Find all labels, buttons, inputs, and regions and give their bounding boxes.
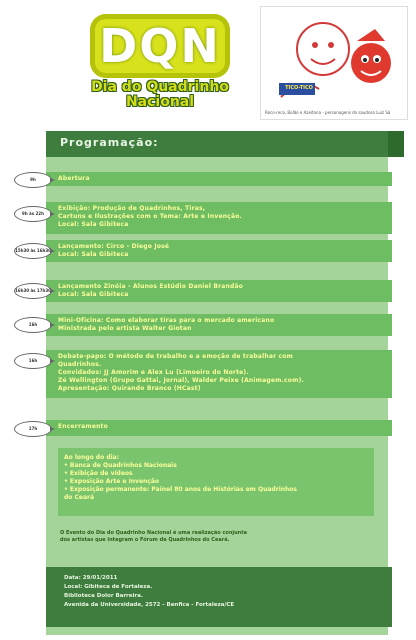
- schedule-line: Exibição: Produção de Quadrinhos, Tiras,: [58, 205, 206, 212]
- schedule-line: Local: Sala Gibiteca: [58, 251, 129, 258]
- program-header: [46, 131, 404, 157]
- characters-drawing: [261, 7, 407, 109]
- program-title: Programação:: [60, 136, 159, 149]
- time-bubble: 15h30 às 16h30: [14, 243, 52, 259]
- schedule-line: Quadrinhos.: [58, 361, 102, 368]
- schedule-line: Zé Wellington (Grupo Gattai, Jornal), Walder Peixe (Animagem.com).: [58, 377, 304, 384]
- characters-illustration: [260, 6, 408, 120]
- time-bubble: 17h: [14, 421, 52, 437]
- tico-tico-badge: TICO-TICO: [285, 85, 313, 91]
- all-day-line: • Banca de Quadrinhos Nacionais: [64, 462, 177, 469]
- dqn-logo: [72, 14, 248, 114]
- time-bubble: 9h: [14, 172, 52, 188]
- event-location: Local: Gibiteca de Fortaleza.: [64, 584, 153, 590]
- credit-line: dos artistas que integram o Fórum de Quadrinhos do Ceará.: [60, 537, 230, 543]
- logo-subtitle: [72, 80, 248, 110]
- schedule-text: [58, 283, 386, 299]
- event-info-text: [64, 574, 234, 610]
- all-day-line: do Ceará: [64, 494, 95, 501]
- schedule-row: [46, 172, 392, 186]
- header-tab: [388, 131, 404, 157]
- logo-subtitle-line1: Dia do Quadrinho: [91, 79, 229, 95]
- schedule-line: Cartuns e Ilustrações com o Tema: Arte e Invenção.: [58, 213, 242, 220]
- schedule-line: Apresentação: Quirando Branco (HCast): [58, 385, 201, 392]
- all-day-line: Ao longo do dia:: [64, 454, 120, 461]
- schedule-text: [58, 175, 386, 183]
- all-day-box: [58, 448, 374, 516]
- event-address: Avenida da Universidade, 2572 - Benfica - Fortaleza/CE: [64, 602, 235, 608]
- schedule-line: Local: Sala Gibiteca: [58, 221, 129, 228]
- schedule-line: Local: Sala Gibiteca: [58, 291, 129, 298]
- schedule-line: Convidados: JJ Amorim e Alex Lu (Limoeiro do Norte).: [58, 369, 249, 376]
- credit-line: O Evento do Dia do Quadrinho Nacional é uma realização conjunta: [60, 530, 247, 536]
- logo-mark: DQN: [90, 14, 230, 78]
- schedule-line: Abertura: [58, 175, 90, 182]
- schedule-text: [58, 423, 386, 431]
- schedule-text: [58, 353, 386, 393]
- schedule-line: Ministrada pelo artista Walter Giotan: [58, 325, 192, 332]
- event-info-footer: [46, 567, 392, 627]
- schedule-text: [58, 243, 386, 259]
- all-day-line: • Exposição Arte e Invenção: [64, 478, 160, 485]
- schedule-line: Lançamento Zinóia - Alunos Estúdio Daniel Brandão: [58, 283, 244, 290]
- all-day-line: • Exibição de vídeos: [64, 470, 133, 477]
- schedule-line: Lançamento: Circo - Diego José: [58, 243, 170, 250]
- schedule-row: [46, 420, 392, 436]
- organizer-credit: [60, 530, 360, 544]
- schedule-line: Encerramento: [58, 423, 108, 430]
- time-bubble: 16h: [14, 353, 52, 369]
- logo-subtitle-line2: Nacional: [125, 94, 195, 110]
- time-bubble: 9h às 22h: [14, 206, 52, 222]
- event-venue: Biblioteca Dolor Barreira.: [64, 593, 143, 599]
- schedule-text: [58, 317, 386, 333]
- schedule-row: [46, 240, 392, 262]
- all-day-line: • Exposição permanente: Painel 80 anos de Histórias em Quadrinhos: [64, 486, 297, 493]
- schedule-row: [46, 280, 392, 302]
- time-bubble: 16h: [14, 317, 52, 333]
- schedule-line: Debate-papo: O método de trabalho e a emoção de trabalhar com: [58, 353, 294, 360]
- schedule-row: [46, 350, 392, 398]
- schedule-line: Mini-Oficina: Como elaborar tiras para o mercado americano: [58, 317, 275, 324]
- illustration-caption: Reco-reco, Bolão e Azeitona - personagens do saudoso Luiz Sá: [265, 110, 391, 115]
- schedule-row: [46, 202, 392, 234]
- time-bubble: 16h30 às 17h30: [14, 283, 52, 299]
- schedule-row: [46, 314, 392, 336]
- event-date: Data: 29/01/2011: [64, 575, 118, 581]
- all-day-text: [64, 454, 368, 502]
- schedule-text: [58, 205, 386, 229]
